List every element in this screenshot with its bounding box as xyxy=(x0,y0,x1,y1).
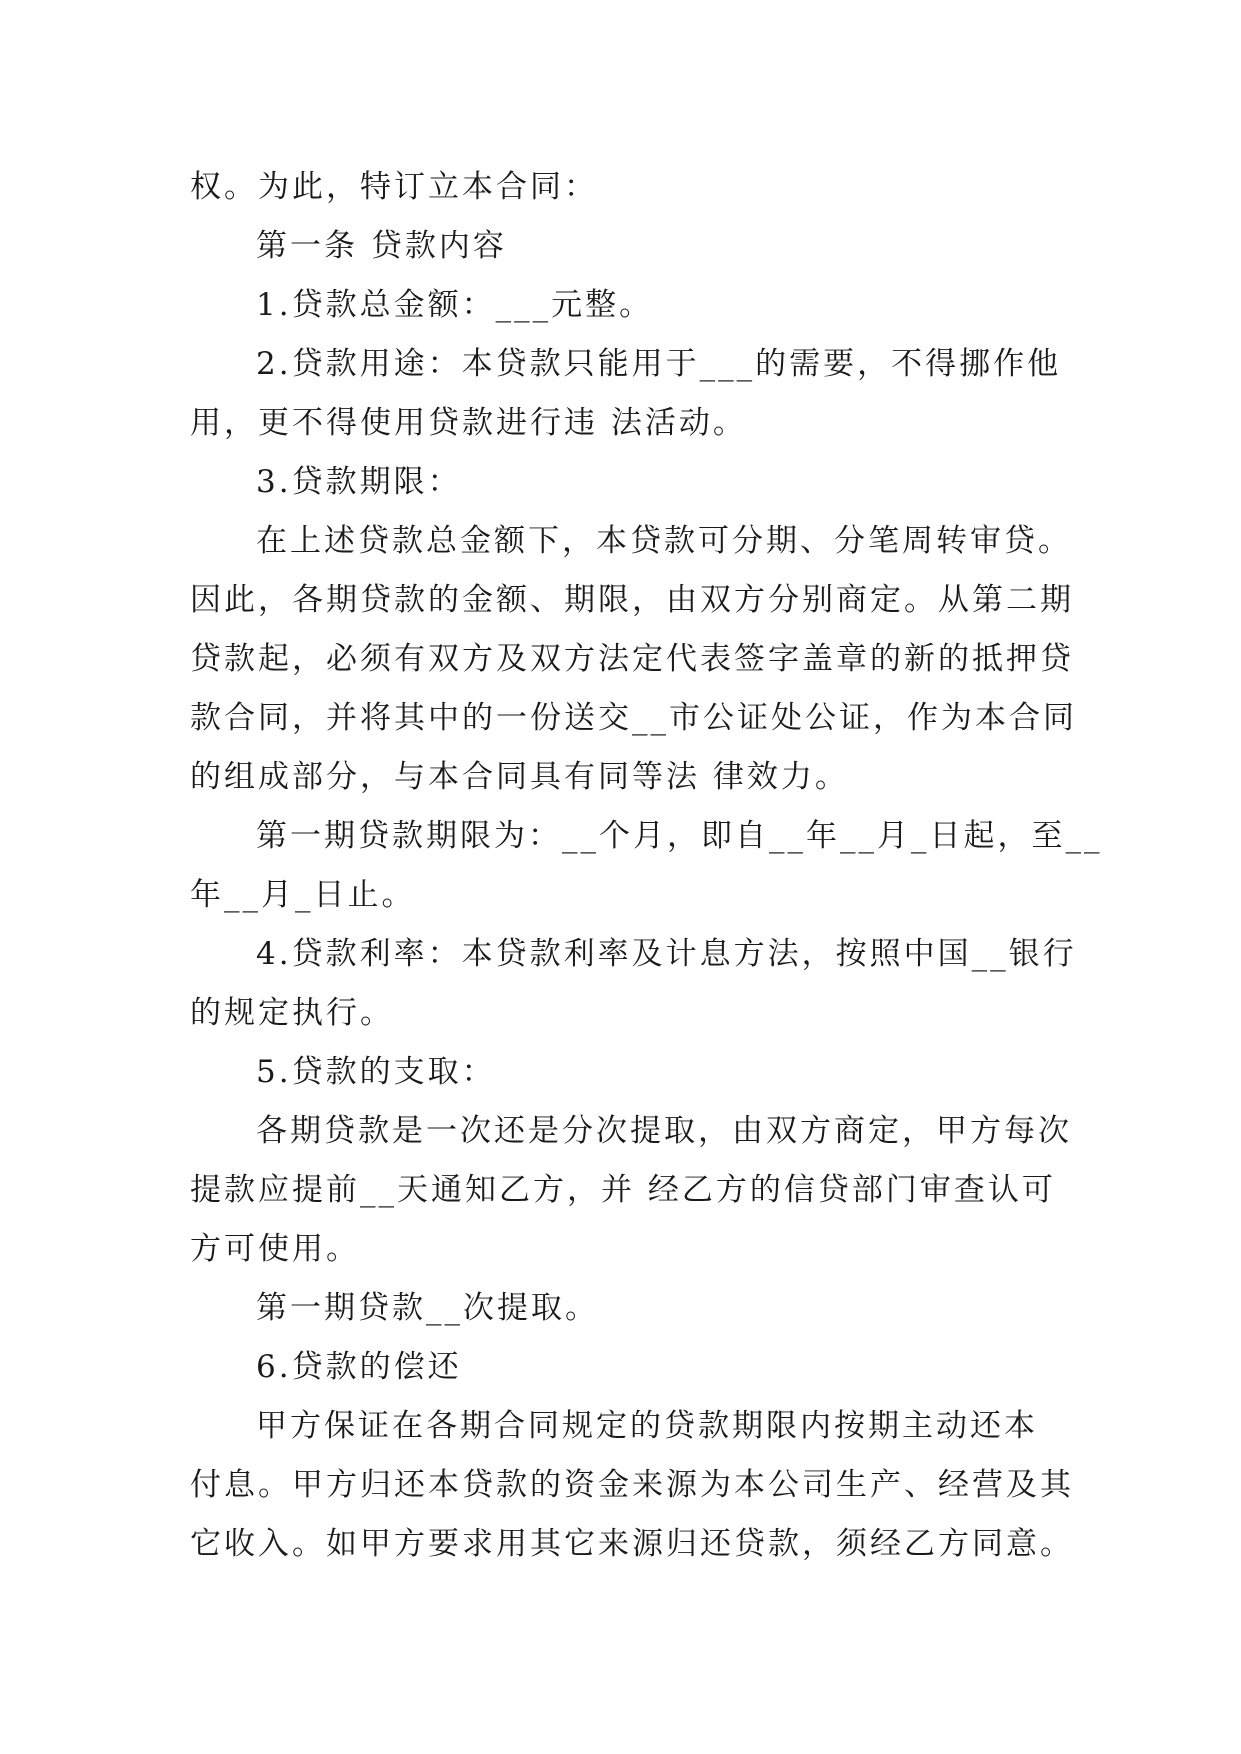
text-line: 第一期贷款__次提取。 xyxy=(256,1290,599,1326)
text-line: 它收入。如甲方要求用其它来源归还贷款，须经乙方同意。 xyxy=(190,1526,1074,1562)
text-line: 用，更不得使用贷款进行违 法活动。 xyxy=(190,405,747,441)
text-line: 年__月_日止。 xyxy=(190,877,416,913)
text-line: 的规定执行。 xyxy=(190,995,394,1031)
text-line: 各期贷款是一次还是分次提取，由双方商定，甲方每次 xyxy=(256,1113,1072,1149)
text-line: 1.贷款总金额：___元整。 xyxy=(256,287,654,323)
text-line: 款合同，并将其中的一份送交__市公证处公证，作为本合同 xyxy=(190,700,1077,736)
section-heading: 第一条 贷款内容 xyxy=(256,228,507,264)
text-line: 4.贷款利率：本贷款利率及计息方法，按照中国__银行 xyxy=(256,936,1077,972)
contract-body-text xyxy=(190,158,1103,1574)
text-line: 因此，各期贷款的金额、期限，由双方分别商定。从第二期 xyxy=(190,582,1074,618)
text-line: 在上述贷款总金额下，本贷款可分期、分笔周转审贷。 xyxy=(256,523,1072,559)
text-line: 2.贷款用途：本贷款只能用于___的需要，不得挪作他 xyxy=(256,346,1062,382)
text-line: 权。为此，特订立本合同： xyxy=(190,169,598,205)
text-line: 贷款起，必须有双方及双方法定代表签字盖章的新的抵押贷 xyxy=(190,641,1074,677)
text-line: 方可使用。 xyxy=(190,1231,360,1267)
text-line: 付息。甲方归还本贷款的资金来源为本公司生产、经营及其 xyxy=(190,1467,1074,1503)
text-line: 提款应提前__天通知乙方，并 经乙方的信贷部门审查认可 xyxy=(190,1172,1056,1208)
text-line: 5.贷款的支取： xyxy=(256,1054,496,1090)
text-line: 3.贷款期限： xyxy=(256,464,462,500)
text-line: 甲方保证在各期合同规定的贷款期限内按期主动还本 xyxy=(256,1408,1038,1444)
text-line: 第一期贷款期限为：__个月，即自__年__月_日起，至__ xyxy=(256,818,1103,854)
text-line: 6.贷款的偿还 xyxy=(256,1349,462,1385)
text-line: 的组成部分，与本合同具有同等法 律效力。 xyxy=(190,759,849,795)
